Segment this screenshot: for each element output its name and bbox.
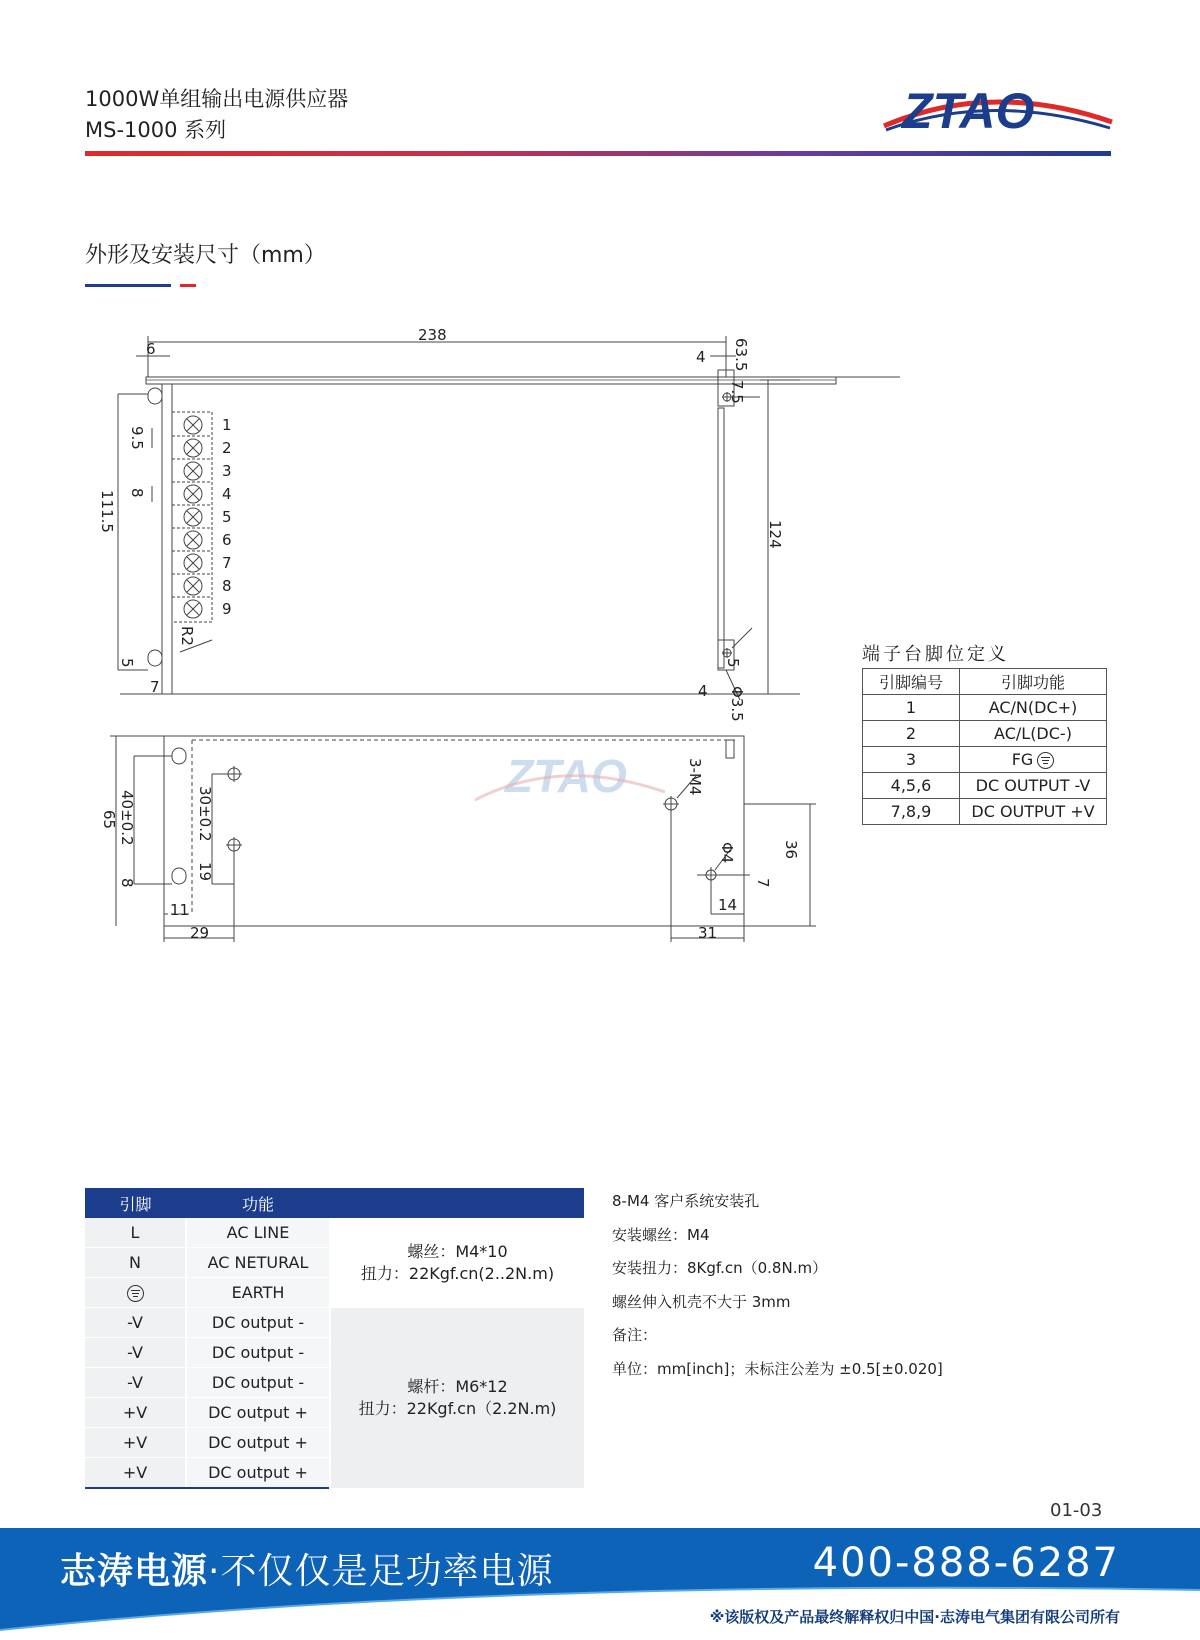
dim-36: 36 — [782, 840, 800, 860]
spec-func: AC NETURAL — [186, 1248, 330, 1278]
spec-header-blank — [330, 1188, 584, 1218]
pin-number: 7,8,9 — [863, 799, 960, 825]
spec-func: DC output - — [186, 1308, 330, 1338]
section-underline-red — [180, 284, 196, 287]
note-line: 安装螺丝：M4 — [612, 1225, 710, 1244]
pin-definition-header-row — [863, 669, 1107, 695]
dim-phi-4: Φ4 — [718, 842, 736, 864]
pin-def-header-func: 引脚功能 — [960, 669, 1107, 695]
dim-9-5: 9.5 — [128, 426, 146, 450]
dim-31: 31 — [698, 924, 718, 942]
hotline-number: 400-888-6287 — [812, 1540, 1120, 1586]
footer-slogan — [60, 1543, 553, 1594]
pin-definition-table — [862, 668, 1107, 825]
spec-note-ac-line2: 扭力：22Kgf.cn(2..2N.m) — [360, 1263, 555, 1283]
side-slot-top — [172, 748, 186, 764]
pin-function: FG — [1011, 750, 1034, 769]
dim-4-top: 4 — [696, 348, 706, 366]
spec-pin: +V — [85, 1458, 186, 1489]
spec-func: DC output + — [186, 1428, 330, 1458]
terminal-3: 3 — [222, 462, 232, 480]
spec-pin: -V — [85, 1338, 186, 1368]
spec-note-dc-line1: 螺杆：M6*12 — [407, 1376, 508, 1396]
spec-pin: N — [85, 1248, 186, 1278]
pin-function: AC/L(DC-) — [960, 721, 1107, 747]
terminal-2: 2 — [222, 439, 232, 457]
dim-phi-3-5: Φ3.5 — [728, 686, 746, 722]
side-screw-holes — [226, 766, 719, 883]
table-row — [85, 1218, 584, 1248]
spec-note-dc-line2: 扭力：22Kgf.cn（2.2N.m) — [358, 1398, 557, 1418]
spec-note-ac — [330, 1218, 584, 1308]
spec-func: AC LINE — [186, 1218, 330, 1248]
terminal-7: 7 — [222, 554, 232, 572]
title-line-2: MS-1000 系列 — [85, 118, 227, 142]
ground-icon — [1037, 752, 1054, 769]
spec-pin: +V — [85, 1398, 186, 1428]
dimension-drawing — [98, 326, 860, 1000]
spec-header-func: 功能 — [186, 1188, 330, 1218]
section-underline-blue — [85, 284, 171, 287]
side-panel — [164, 736, 744, 926]
spec-note-dc — [330, 1308, 584, 1489]
pin-number: 3 — [863, 747, 960, 773]
dim-6: 6 — [146, 340, 156, 358]
slogan-brand: 志涛电源 — [60, 1551, 209, 1592]
terminal-screws — [184, 416, 202, 618]
dim-65: 65 — [100, 810, 118, 830]
terminal-1: 1 — [222, 416, 232, 434]
spec-header-pin: 引脚 — [85, 1188, 186, 1218]
watermark: ZTAO — [505, 750, 627, 802]
side-view-dimension-labels — [100, 758, 800, 942]
pin-number: 4,5,6 — [863, 773, 960, 799]
terminal-4: 4 — [222, 485, 232, 503]
table-row — [863, 747, 1107, 773]
spec-header-row — [85, 1188, 584, 1218]
dim-30: 30±0.2 — [196, 786, 214, 842]
ztao-logo — [880, 70, 1120, 150]
spec-note-ac-line1: 螺丝：M4*10 — [407, 1241, 508, 1261]
terminal-spec-table — [85, 1188, 584, 1489]
pin-number: 1 — [863, 695, 960, 721]
top-view-dimension-labels — [98, 326, 784, 722]
spec-func: DC output + — [186, 1458, 330, 1489]
terminal-numbers — [222, 416, 232, 618]
dim-4-bottom: 4 — [698, 682, 708, 700]
mount-slot-top — [148, 388, 162, 404]
note-line: 螺丝伸入机壳不大于 3mm — [612, 1292, 791, 1311]
note-line: 单位：mm[inch]；未标注公差为 ±0.5[±0.020] — [612, 1359, 943, 1378]
table-row — [863, 799, 1107, 825]
table-row — [863, 695, 1107, 721]
side-slot-bottom — [172, 868, 186, 884]
table-row — [863, 721, 1107, 747]
mount-slot-bottom — [148, 650, 162, 666]
spec-func: DC output + — [186, 1398, 330, 1428]
page-number: 01-03 — [1050, 1500, 1103, 1521]
terminal-block — [172, 412, 212, 622]
dim-5-right: 5 — [724, 658, 742, 668]
terminal-8: 8 — [222, 577, 232, 595]
dim-111-5: 111.5 — [98, 490, 116, 533]
ground-icon — [127, 1285, 144, 1302]
dim-124: 124 — [766, 520, 784, 549]
dim-238: 238 — [418, 326, 447, 344]
table-row — [863, 773, 1107, 799]
spec-pin: -V — [85, 1368, 186, 1398]
footer-banner — [0, 1528, 1200, 1640]
pin-function: DC OUTPUT -V — [960, 773, 1107, 799]
dim-63-5: 63.5 — [732, 338, 750, 372]
dim-3-M4: 3-M4 — [686, 758, 704, 796]
dim-7-left: 7 — [150, 678, 160, 696]
spec-pin: L — [85, 1218, 186, 1248]
left-rail — [162, 384, 172, 694]
header-divider — [85, 151, 1111, 156]
spec-pin: -V — [85, 1308, 186, 1338]
right-rail — [718, 408, 724, 668]
dim-7-side: 7 — [754, 878, 772, 888]
document-title — [85, 84, 348, 146]
dim-7-5: 7.5 — [728, 380, 746, 404]
dim-29: 29 — [190, 924, 210, 942]
note-line: 备注： — [612, 1326, 658, 1344]
note-line: 8-M4 客户系统安装孔 — [612, 1192, 760, 1210]
spec-pin: +V — [85, 1428, 186, 1458]
dim-8: 8 — [128, 488, 146, 498]
dim-14: 14 — [718, 896, 738, 914]
pin-function: DC OUTPUT +V — [960, 799, 1107, 825]
pin-number: 2 — [863, 721, 960, 747]
dim-40: 40±0.2 — [118, 790, 136, 846]
dim-R2: R2 — [178, 626, 196, 646]
spec-func: EARTH — [186, 1278, 330, 1308]
terminal-9: 9 — [222, 600, 232, 618]
dim-19: 19 — [196, 862, 214, 882]
dim-11: 11 — [170, 901, 190, 919]
terminal-6: 6 — [222, 531, 232, 549]
logo-text: ZTAO — [902, 83, 1035, 139]
spec-pin-earth — [85, 1278, 186, 1308]
note-line: 安装扭力：8Kgf.cn（0.8N.m） — [612, 1259, 828, 1277]
copyright-notice: ※该版权及产品最终解释权归中国·志涛电气集团有限公司所有 — [709, 1608, 1120, 1626]
table-row — [85, 1308, 584, 1338]
section-title: 外形及安装尺寸（mm） — [85, 243, 326, 268]
pin-function: AC/N(DC+) — [960, 695, 1107, 721]
terminal-5: 5 — [222, 508, 232, 526]
pin-function-fg — [960, 747, 1107, 773]
spec-func: DC output - — [186, 1338, 330, 1368]
slogan-rest: ·不仅仅是足功率电源 — [208, 1551, 554, 1592]
dim-5-left: 5 — [118, 658, 136, 668]
spec-func: DC output - — [186, 1368, 330, 1398]
pin-def-header-pin: 引脚编号 — [863, 669, 960, 695]
dim-8-side: 8 — [118, 878, 136, 888]
title-line-1: 1000W单组输出电源供应器 — [85, 87, 349, 111]
installation-notes — [612, 1190, 943, 1391]
pin-definition-title: 端子台脚位定义 — [862, 644, 1009, 665]
